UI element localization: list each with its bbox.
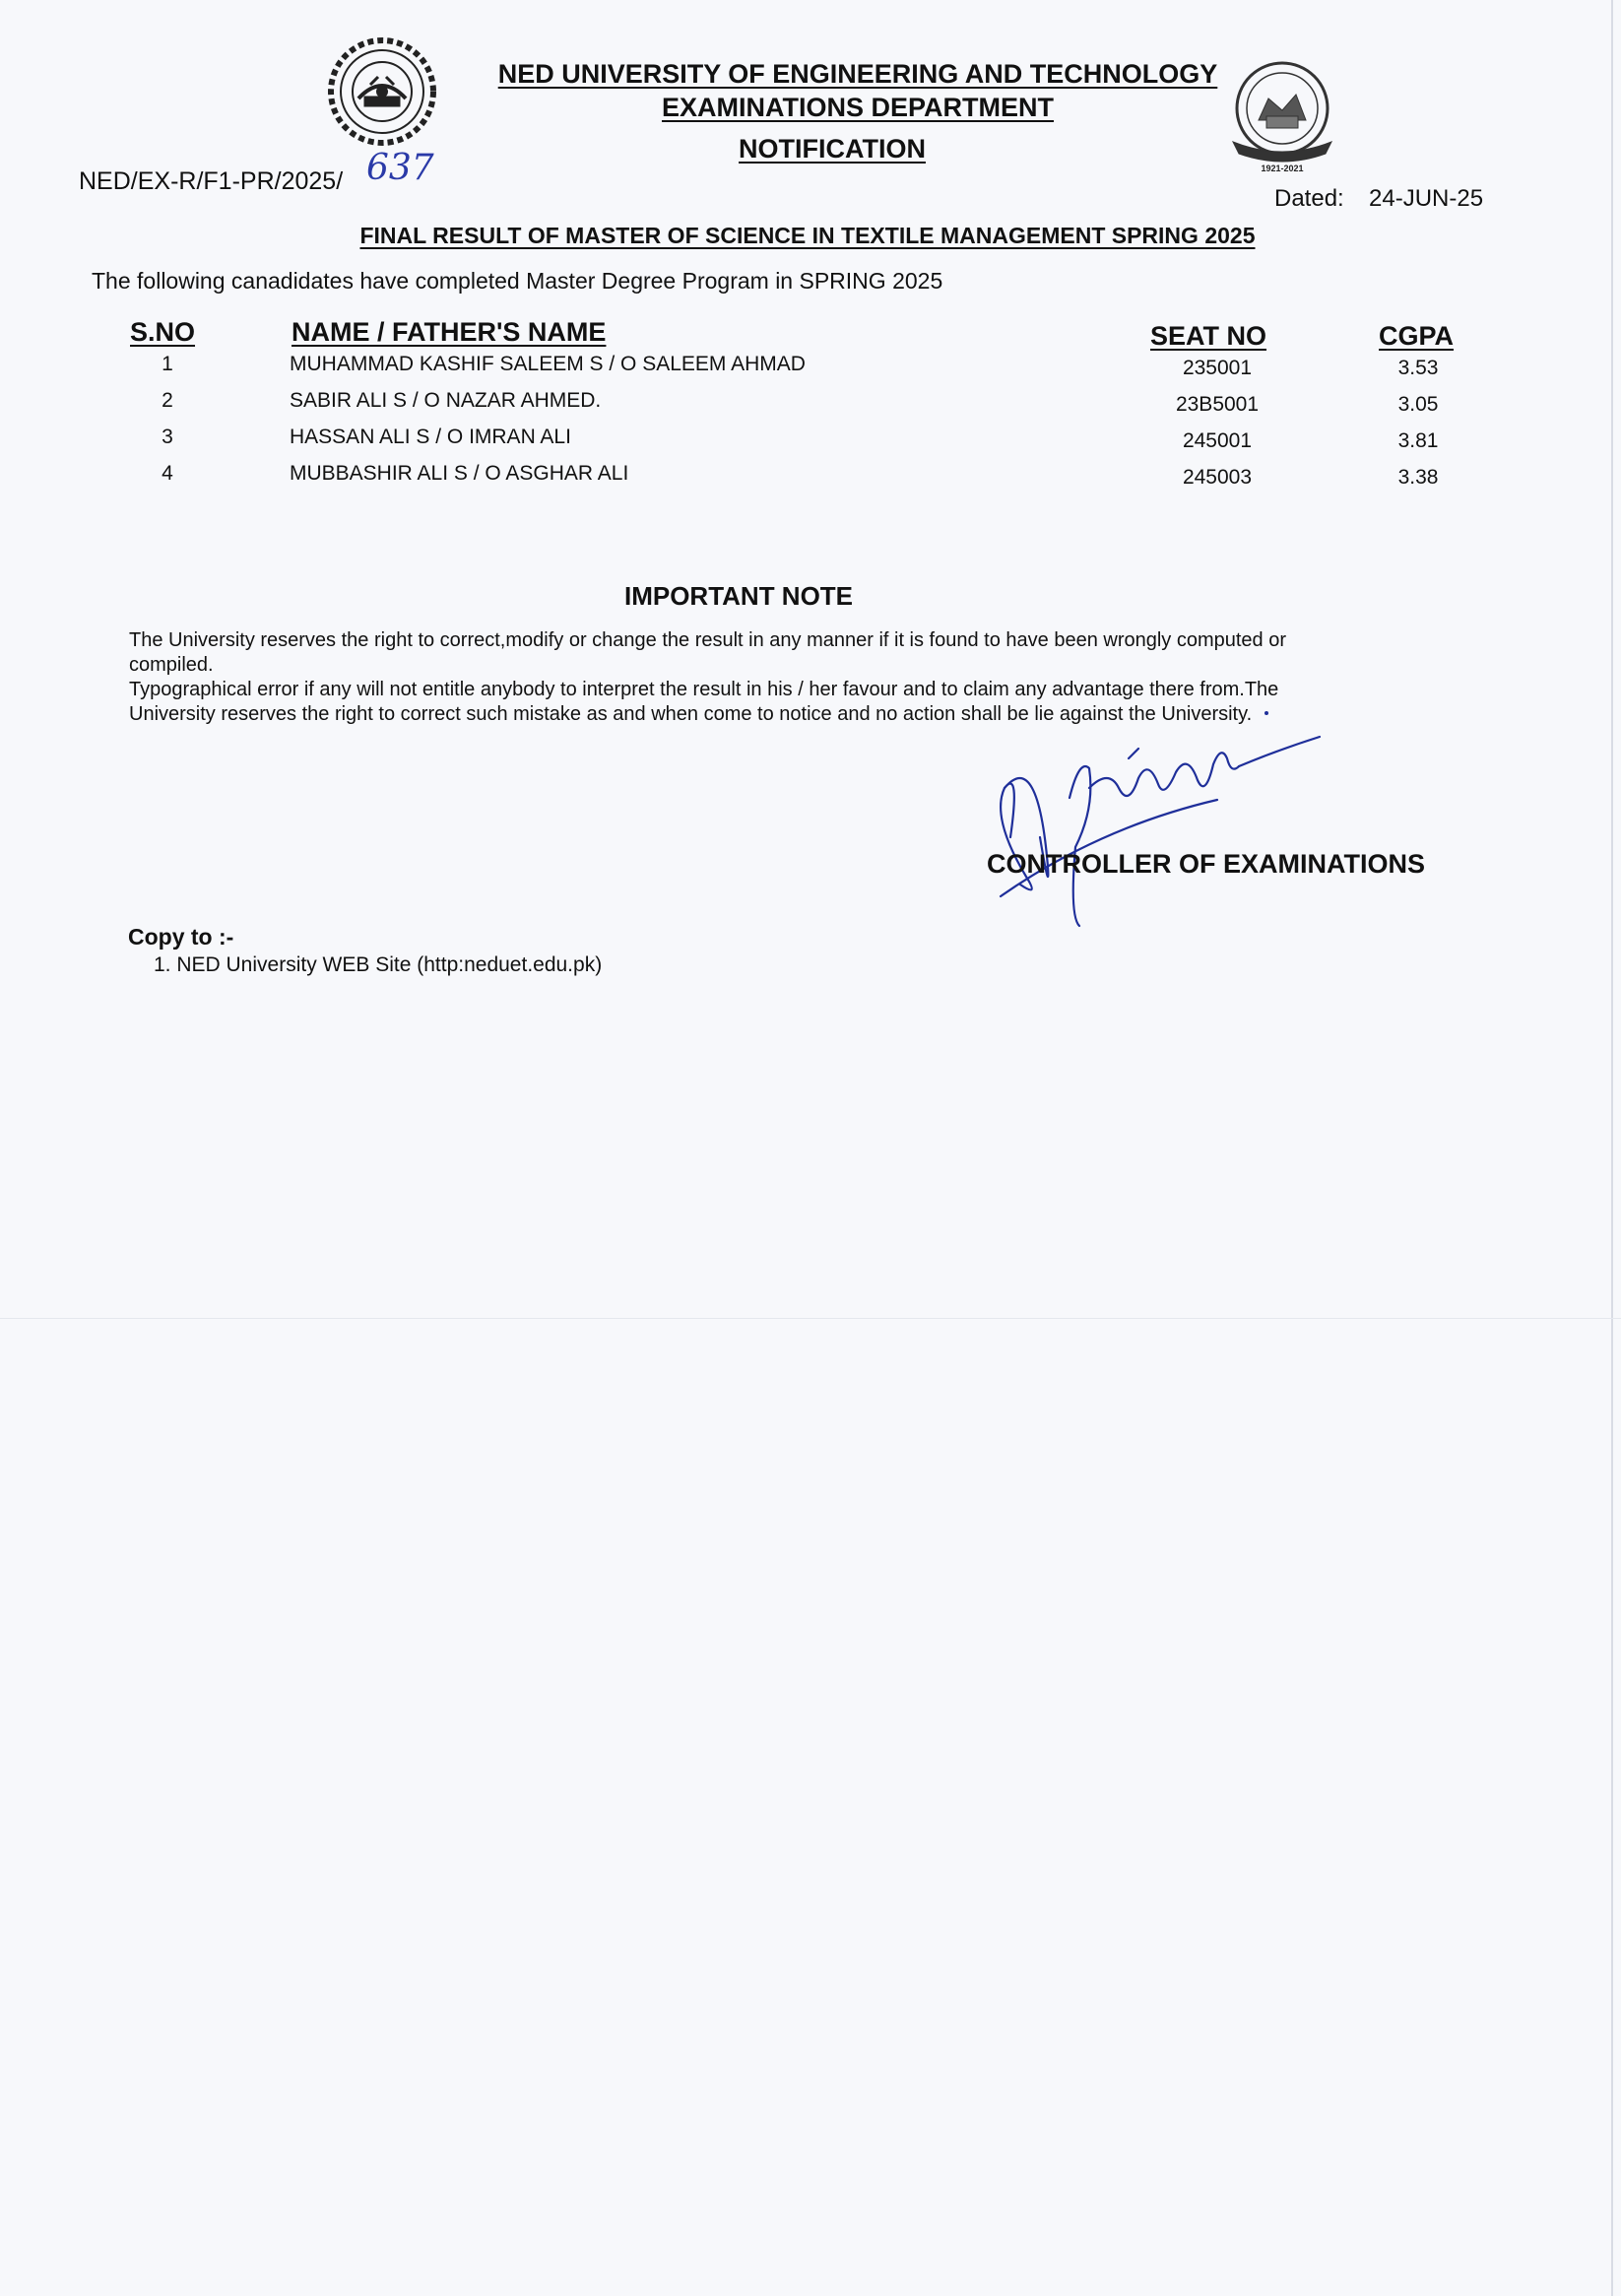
scan-edge xyxy=(1611,0,1613,2296)
reference-handwritten-number: 637 xyxy=(366,148,434,188)
important-note-paragraph: Typographical error if any will not entitle anybody to interpret the result in his / her favour and to claim any advantage there from.The University reserves the right to correct such mistake as and when come to notice and no action shall be lie against the University. xyxy=(129,679,1279,725)
result-title: FINAL RESULT OF MASTER OF SCIENCE IN TEXTILE MANAGEMENT SPRING 2025 xyxy=(359,223,1256,248)
row-sno: 4 xyxy=(162,462,173,485)
important-note-title: IMPORTANT NOTE xyxy=(623,581,854,611)
row-sno: 3 xyxy=(162,426,173,448)
department-name: EXAMINATIONS DEPARTMENT xyxy=(662,93,1054,122)
column-header-cgpa: CGPA xyxy=(1379,321,1455,351)
column-header-name: NAME / FATHER'S NAME xyxy=(292,317,607,347)
table-row xyxy=(0,462,1621,498)
row-name: SABIR ALI S / O NAZAR AHMED. xyxy=(290,389,602,412)
row-cgpa: 3.38 xyxy=(1397,466,1439,489)
column-header-seat: SEAT NO xyxy=(1150,321,1267,351)
centenary-years: 1921-2021 xyxy=(1261,164,1304,173)
row-seat: 245001 xyxy=(1182,429,1253,452)
row-name: HASSAN ALI S / O IMRAN ALI xyxy=(290,426,571,448)
copy-to-item: 1. NED University WEB Site (http:neduet.edu.pk) xyxy=(154,953,603,976)
column-header-sno: S.NO xyxy=(130,317,196,347)
table-row xyxy=(0,426,1621,462)
table-row xyxy=(0,389,1621,426)
row-sno: 2 xyxy=(162,389,173,412)
reference-number: NED/EX-R/F1-PR/2025/ xyxy=(79,167,344,195)
row-name: MUHAMMAD KASHIF SALEEM S / O SALEEM AHMAD xyxy=(290,353,806,375)
row-seat: 235001 xyxy=(1182,357,1253,379)
handwritten-signature-icon xyxy=(981,689,1335,936)
signatory-title: CONTROLLER OF EXAMINATIONS xyxy=(987,849,1425,879)
dated-label: Dated: xyxy=(1274,185,1344,212)
copy-to-title: Copy to :- xyxy=(128,924,234,950)
notification-heading: NOTIFICATION xyxy=(739,134,926,164)
centenary-seal-icon xyxy=(1223,59,1341,175)
university-name: NED UNIVERSITY OF ENGINEERING AND TECHNOLOGY xyxy=(497,59,1218,89)
row-cgpa: 3.53 xyxy=(1397,357,1439,379)
intro-text: The following canadidates have completed Master Degree Program in SPRING 2025 xyxy=(92,268,943,294)
important-note-paragraph: The University reserves the right to correct,modify or change the result in any manner if it is found to have been wrongly computed or compiled. xyxy=(129,629,1287,676)
row-name: MUBBASHIR ALI S / O ASGHAR ALI xyxy=(290,462,629,485)
row-sno: 1 xyxy=(162,353,173,375)
row-seat: 23B5001 xyxy=(1175,393,1260,416)
row-seat: 245003 xyxy=(1182,466,1253,489)
ned-university-seal-icon xyxy=(313,37,451,146)
table-row xyxy=(0,353,1621,389)
row-cgpa: 3.05 xyxy=(1397,393,1439,416)
row-cgpa: 3.81 xyxy=(1397,429,1439,452)
dated-value: 24-JUN-25 xyxy=(1369,185,1484,212)
scan-fold-line xyxy=(0,1318,1621,1319)
